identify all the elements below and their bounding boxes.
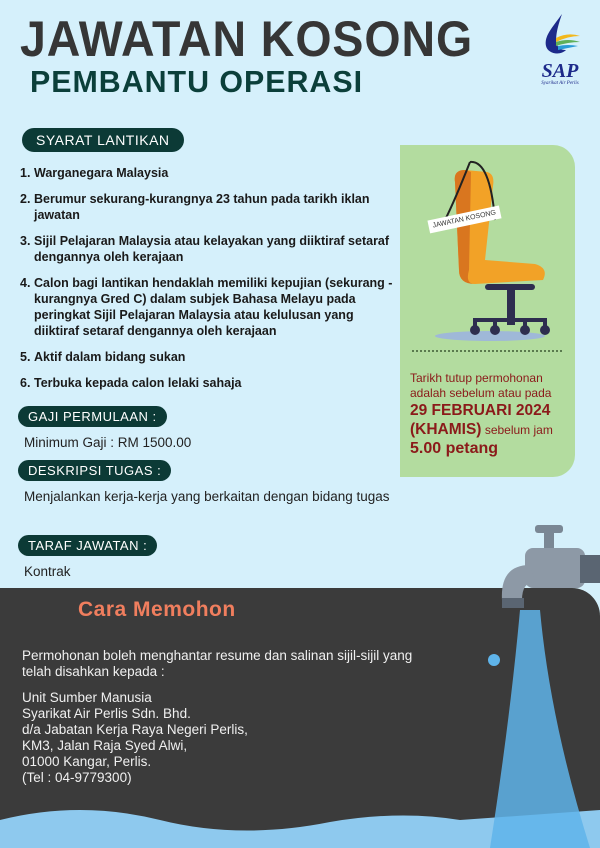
divider — [412, 350, 562, 352]
apply-heading: Cara Memohon — [78, 598, 236, 621]
deskripsi-heading: DESKRIPSI TUGAS : — [18, 460, 171, 481]
water-drop-icon — [538, 12, 582, 56]
list-item — [20, 275, 400, 339]
logo-tagline: Syarikat Air Perlis — [541, 81, 579, 86]
address-line: KM3, Jalan Raja Syed Alwi, — [22, 738, 188, 753]
list-item — [20, 233, 400, 265]
water-tap-icon — [480, 520, 600, 848]
address-line: 01000 Kangar, Perlis. — [22, 754, 152, 769]
list-item — [20, 165, 400, 181]
sap-logo — [532, 12, 588, 86]
address-line: Unit Sumber Manusia — [22, 690, 152, 705]
closing-date-panel — [400, 145, 575, 477]
closing-day: (KHAMIS) — [410, 421, 482, 438]
taraf-text: Kontrak — [24, 564, 71, 579]
poster-subtitle: PEMBANTU OPERASI — [30, 64, 364, 99]
list-item — [20, 349, 400, 365]
office-chair-icon — [415, 160, 565, 345]
item-text: Aktif dalam bidang sukan — [34, 350, 186, 364]
item-text: Berumur sekurang-kurangnya 23 tahun pada tarikh iklan jawatan — [34, 192, 370, 222]
item-number: 6. — [20, 376, 31, 390]
item-number: 3. — [20, 234, 31, 248]
item-number: 5. — [20, 350, 31, 364]
logo-text: SAP — [541, 60, 579, 82]
address-line: (Tel : 04-9779300) — [22, 770, 132, 785]
closing-date: 29 FEBRUARI 2024 — [410, 402, 551, 419]
list-item — [20, 191, 400, 223]
vacancy-sign: JAWATAN KOSONG — [427, 206, 501, 234]
list-item — [20, 375, 400, 391]
apply-address — [22, 690, 248, 786]
closing-info — [410, 371, 575, 458]
item-number: 2. — [20, 192, 31, 206]
address-line: d/a Jabatan Kerja Raya Negeri Perlis, — [22, 722, 248, 737]
deskripsi-text: Menjalankan kerja-kerja yang berkaitan dengan bidang tugas — [24, 489, 390, 504]
gaji-text: Minimum Gaji : RM 1500.00 — [24, 435, 192, 450]
poster-title: JAWATAN KOSONG — [20, 11, 474, 67]
taraf-heading: TARAF JAWATAN : — [18, 535, 157, 556]
item-number: 1. — [20, 166, 31, 180]
closing-before: sebelum jam — [484, 423, 553, 437]
item-text: Sijil Pelajaran Malaysia atau kelayakan yang diiktiraf setaraf dengannya oleh kerajaan — [34, 234, 390, 264]
requirements-list — [20, 165, 400, 401]
gaji-heading: GAJI PERMULAAN : — [18, 406, 167, 427]
closing-text: Tarikh tutup permohonan adalah sebelum atau pada — [410, 371, 552, 400]
syarat-heading: SYARAT LANTIKAN — [22, 128, 184, 152]
item-text: Warganegara Malaysia — [34, 166, 169, 180]
item-text: Calon bagi lantikan hendaklah memiliki kepujian (sekurang - kurangnya Gred C) dalam subjek Bahasa Melayu pada peringkat Sijil Pelajaran Malaysia atau kelulusan yang diiktiraf setaraf dengannya oleh kerajaan — [34, 276, 393, 338]
apply-intro: Permohonan boleh menghantar resume dan salinan sijil-sijil yang telah disahkan kepada : — [22, 648, 413, 679]
closing-time: 5.00 petang — [410, 440, 499, 457]
item-text: Terbuka kepada calon lelaki sahaja — [34, 376, 242, 390]
address-line: Syarikat Air Perlis Sdn. Bhd. — [22, 706, 191, 721]
item-number: 4. — [20, 276, 31, 290]
